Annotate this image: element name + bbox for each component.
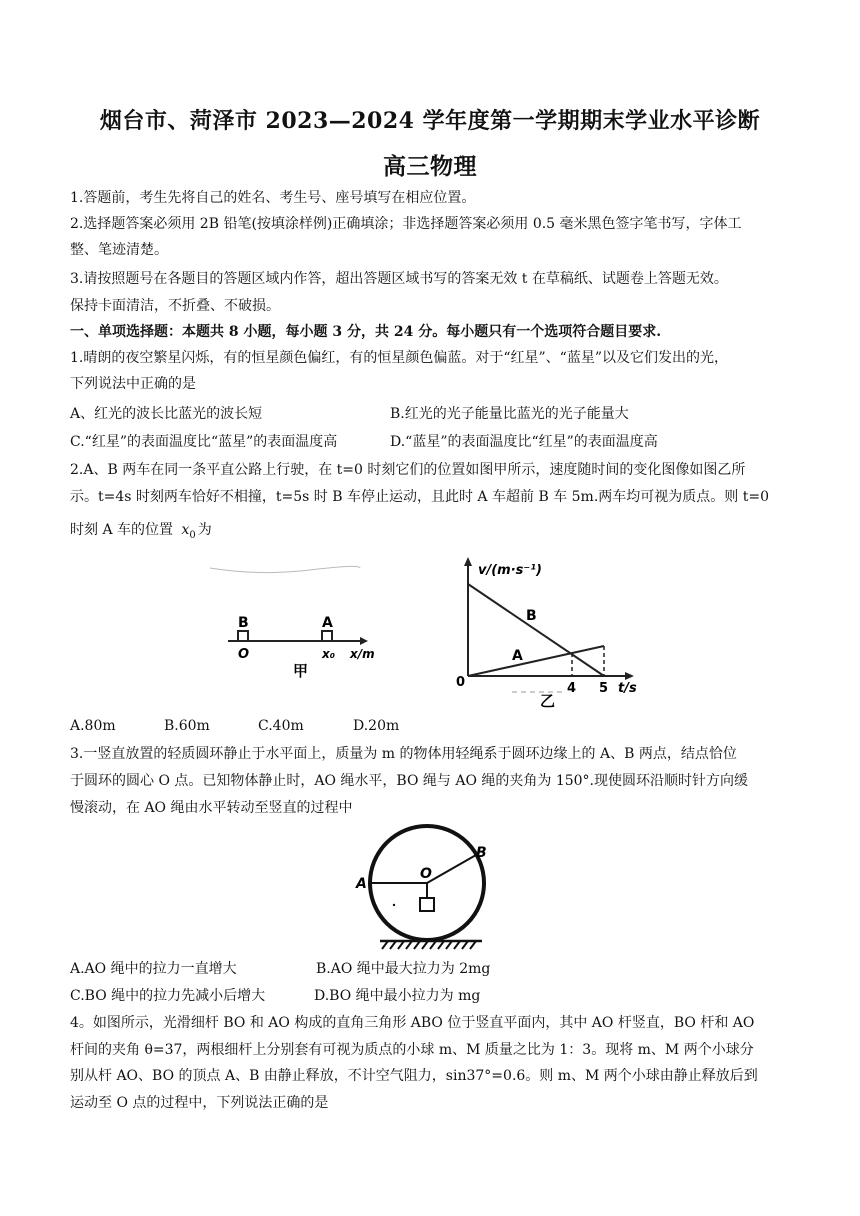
question-2-text: 示。t=4s 时刻两车恰好不相撞，t=5s 时 B 车停止运动，且此时 A 车超前 B 车 5m.两车均可视为质点。则 t=0	[70, 489, 769, 505]
car-a-box	[322, 631, 332, 641]
question-3-text: 3.一竖直放置的轻质圆环静止于水平面上，质量为 m 的物体用轻绳系于圆环边缘上的 A、B 两点，结点恰位	[70, 746, 737, 762]
t-axis-arrow	[625, 672, 634, 680]
q3-option-a: A.AO 绳中的拉力一直增大	[70, 961, 237, 977]
q3-option-c: C.BO 绳中的拉力先减小后增大	[70, 988, 266, 1004]
ylabel: v/(m·s⁻¹)	[478, 563, 542, 578]
instruction-line: 2.选择题答案必须用 2B 铅笔(按填涂样例)正确填涂；非选择题答案必须用 0.5 毫米黑色签字笔书写，字体工	[70, 216, 742, 232]
instruction-line: 保持卡面清洁，不折叠、不破损。	[70, 298, 280, 314]
tick-4: 4	[567, 681, 577, 696]
v-axis-arrow	[464, 557, 472, 566]
line-b	[468, 584, 604, 676]
caption-jia: 甲	[293, 662, 309, 680]
figure-ring	[352, 820, 502, 955]
label-a: A	[322, 615, 333, 631]
question-3-text: 于圆环的圆心 O 点。已知物体静止时，AO 绳水平，BO 绳与 AO 绳的夹角为 150°.现使圆环沿顺时针方向缓	[70, 773, 748, 789]
rope-bo	[427, 855, 476, 883]
var-x-sub: 0	[189, 529, 196, 541]
series-b-label: B	[526, 608, 537, 624]
xlabel: t/s	[618, 681, 637, 696]
instruction-line: 1.答题前，考生先将自己的姓名、考生号、座号填写在相应位置。	[70, 190, 476, 206]
var-x: x	[181, 522, 190, 538]
question-1-text: 下列说法中正确的是	[70, 376, 196, 392]
scan-smudge	[210, 566, 360, 572]
exam-subtitle: 高三物理	[383, 153, 477, 180]
q2-option-a: A.80m	[70, 718, 116, 734]
origin-label: 0	[456, 675, 466, 690]
question-4-text: 别从杆 AO、BO 的顶点 A、B 由静止释放，不计空气阻力，sin37°=0.6。则 m、M 两个小球由静止释放后到	[70, 1068, 758, 1084]
figure-jia	[200, 552, 400, 682]
question-2-text-lead: 时刻 A 车的位置	[70, 522, 174, 538]
q2-option-c: C.40m	[258, 718, 304, 734]
q2-option-d: D.20m	[353, 718, 400, 734]
q3-option-d: D.BO 绳中最小拉力为 mg	[314, 988, 481, 1004]
series-a-label: A	[512, 648, 523, 664]
caption-yi: 乙	[540, 692, 556, 709]
scan-dot	[393, 904, 395, 906]
label-b: B	[238, 615, 249, 631]
tick-5: 5	[599, 681, 609, 696]
q1-option-a: A、红光的波长比蓝光的波长短	[70, 406, 263, 422]
question-4-text: 杆间的夹角 θ=37，两根细杆上分别套有可视为质点的小球 m、M 质量之比为 1：3。现将 m、M 两个小球分	[70, 1042, 754, 1058]
question-1-text: 1.晴朗的夜空繁星闪烁，有的恒星颜色偏红，有的恒星颜色偏蓝。对于“红星”、“蓝星”以及它们发出的光，	[70, 350, 728, 366]
exam-title: 烟台市、菏泽市 2023—2024 学年度第一学期期末学业水平诊断	[99, 108, 761, 134]
axis-label-x: x/m	[350, 647, 375, 661]
label-o: O	[238, 647, 250, 662]
mass-block	[420, 898, 434, 911]
var-suffix: 为	[197, 522, 212, 538]
q1-option-b: B.红光的光子能量比蓝光的光子能量大	[390, 406, 629, 422]
label-a: A	[356, 876, 367, 892]
figure-yi	[452, 554, 652, 709]
instruction-line: 3.请按照题号在各题目的答题区域内作答，超出答题区域书写的答案无效 t 在草稿纸、试题卷上答题无效。	[70, 271, 728, 287]
question-4-text: 4。如图所示，光滑细杆 BO 和 AO 构成的直角三角形 ABO 位于竖直平面内，其中 AO 杆竖直，BO 杆和 AO	[70, 1015, 755, 1031]
instruction-line: 整、笔迹清楚。	[70, 242, 168, 258]
label-o: O	[420, 866, 432, 882]
label-x0: x₀	[322, 647, 335, 661]
x-axis-arrow	[360, 637, 368, 645]
car-b-box	[238, 631, 248, 641]
question-2-text	[70, 520, 212, 546]
q1-option-d: D.“蓝星”的表面温度比“红星”的表面温度高	[390, 434, 658, 450]
label-b: B	[476, 845, 487, 861]
q1-option-c: C.“红星”的表面温度比“蓝星”的表面温度高	[70, 434, 338, 450]
question-2-text: 2.A、B 两车在同一条平直公路上行驶，在 t=0 时刻它们的位置如图甲所示，速度随时间的变化图像如图乙所	[70, 462, 746, 478]
section-heading: 一、单项选择题：本题共 8 小题，每小题 3 分，共 24 分。每小题只有一个选项符合题目要求.	[70, 324, 662, 340]
question-4-text: 运动至 O 点的过程中，下列说法正确的是	[70, 1095, 329, 1111]
question-3-text: 慢滚动，在 AO 绳由水平转动至竖直的过程中	[70, 800, 353, 816]
q2-option-b: B.60m	[164, 718, 210, 734]
q3-option-b: B.AO 绳中最大拉力为 2mg	[316, 961, 491, 977]
